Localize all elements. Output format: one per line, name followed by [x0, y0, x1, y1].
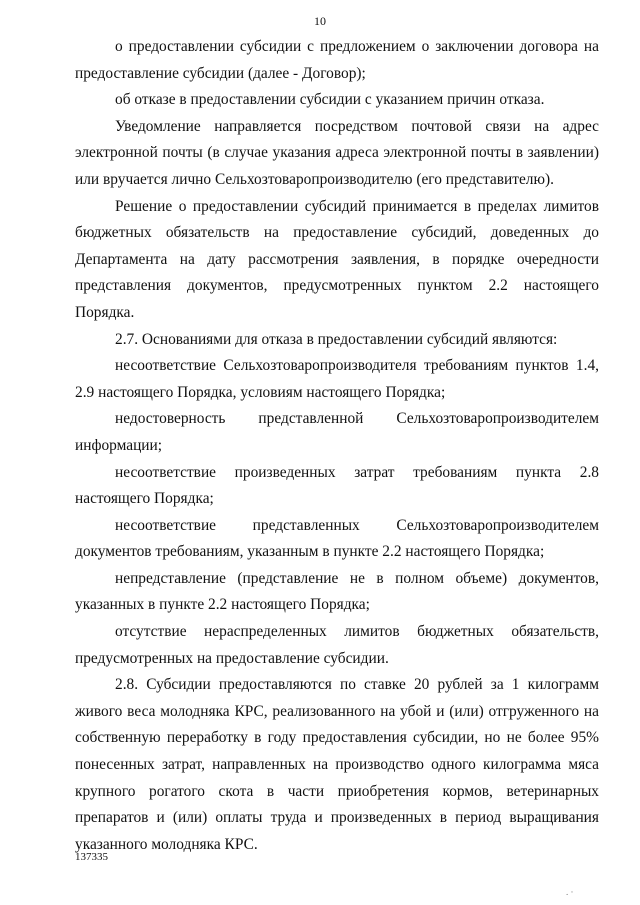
paragraph-notification: Уведомление направляется посредством почтовой связи на адрес электронной почты (в случае указания адреса электронной почты в заявлении) или вручается лично Сельхозтоваропроизводителю (его представителю). — [75, 117, 599, 188]
paragraph-section-2-7: 2.7. Основаниями для отказа в предоставлении субсидий являются: — [115, 330, 558, 348]
paragraph-section-2-8: 2.8. Субсидии предоставляются по ставке 20 рублей за 1 килограмм живого веса молодняка КРС, реализованного на убой и (или) отгруженного на собственную переработку в году предоставления субсидии, но не более 95% понесенных затрат, направленных на производство одного килограмма мяса крупного рогатого скота в части приобретения кормов, ветеринарных препаратов и (или) оплаты труда и произведенных в период выращивания указанного молодняка КРС. — [75, 676, 599, 853]
paragraph-refusal-reason-6: отсутствие нераспределенных лимитов бюджетных обязательств, предусмотренных на предоставление субсидии. — [75, 623, 599, 667]
page-number: 10 — [314, 14, 326, 28]
document-code: 137335 — [75, 851, 108, 863]
paragraph-refusal-reason-3: несоответствие произведенных затрат требованиям пункта 2.8 настоящего Порядка; — [75, 463, 599, 508]
paragraph-decision-limits: Решение о предоставлении субсидий принимается в пределах лимитов бюджетных обязательств на предоставление субсидий, доведенных до Департамента на дату рассмотрения заявления, в порядке очередности представления документов, предусмотренных пунктом 2.2 настоящего Порядка. — [75, 197, 599, 321]
document-body — [75, 34, 599, 858]
paragraph-refusal-reason-1: несоответствие Сельхозтоваропроизводителя требованиям пунктов 1.4, 2.9 настоящего Порядка, условиям настоящего Порядка; — [75, 357, 599, 401]
paragraph-refusal-reason-4: несоответствие представленных Сельхозтоваропроизводителем документов требованиям, указанным в пункте 2.2 настоящего Порядка; — [75, 516, 599, 561]
paragraph-decision-granted: о предоставлении субсидии с предложением о заключении договора на предоставление субсидии (далее - Договор); — [75, 38, 599, 82]
paragraph-refusal-reason-5: непредставление (представление не в полном объеме) документов, указанных в пункте 2.2 настоящего Порядка; — [75, 569, 599, 614]
paragraph-decision-refused: об отказе в предоставлении субсидии с указанием причин отказа. — [115, 91, 545, 109]
corner-mark: . · — [566, 887, 574, 897]
paragraph-refusal-reason-2: недостоверность представленной Сельхозтоваропроизводителем информации; — [75, 410, 599, 454]
